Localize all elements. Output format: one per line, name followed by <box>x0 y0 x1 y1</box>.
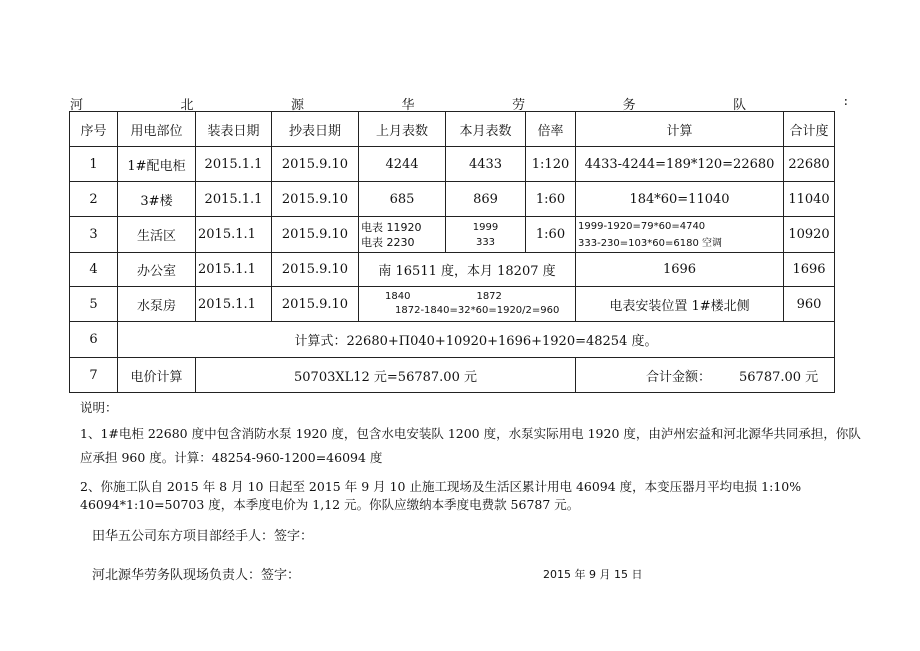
calc-line: 1999-1920=79*60=4740 <box>578 220 706 232</box>
row-ratio: 1:60 <box>526 182 576 217</box>
meter-values <box>359 290 575 304</box>
table-row <box>70 253 835 287</box>
column-header: 用电部位 <box>118 112 196 147</box>
row-location: 3#楼 <box>118 182 196 217</box>
table-row-price <box>70 358 835 393</box>
row-curr-reading <box>446 217 526 253</box>
column-header: 计算 <box>576 112 784 147</box>
column-header: 抄表日期 <box>272 112 359 147</box>
signature-line-2: 河北源华劳务队现场负责人：签字： <box>92 568 301 583</box>
note-1-line-1: 1、1#电柜 22680 度中包含消防水泵 1920 度，包含水电安装队 1200 度，水泵实际用电 1920 度，由泸州宏益和河北源华共同承担，你队 <box>80 426 861 441</box>
row-calc: 184*60=11040 <box>576 182 784 217</box>
row-location: 1#配电柜 <box>118 147 196 182</box>
row-curr-reading: 4433 <box>446 147 526 182</box>
row-ratio: 1:120 <box>526 147 576 182</box>
curr-reading-line: 333 <box>475 236 496 248</box>
row-no: 2 <box>70 182 118 217</box>
header-char: 河 <box>70 98 84 113</box>
column-header: 倍率 <box>526 112 576 147</box>
row-install-date: 2015.1.1 <box>196 182 272 217</box>
sum-value: 56787.00 元 <box>739 369 819 385</box>
document-date: 2015 年 9 月 15 日 <box>543 568 643 581</box>
row-meter-readings: 南 16511 度，本月 18207 度 <box>359 253 576 287</box>
row-location: 生活区 <box>118 217 196 253</box>
header-char: 华 <box>401 98 415 113</box>
row-no: 1 <box>70 147 118 182</box>
row-install-date: 2015.1.1 <box>196 147 272 182</box>
column-header: 序号 <box>70 112 118 147</box>
note-2-line-2: 46094*1:10=50703 度，本季度电价为 1,12 元。你队应缴纳本季度电费款 56787 元。 <box>80 497 580 512</box>
row-calc: 4433-4244=189*120=22680 <box>576 147 784 182</box>
header-char: 劳 <box>512 98 526 113</box>
row-install-date: 2015.1.1 <box>196 287 272 322</box>
row-no: 4 <box>70 253 118 287</box>
row-read-date: 2015.9.10 <box>272 182 359 217</box>
row-prev-reading: 4244 <box>359 147 446 182</box>
prev-reading-line: 电表 2230 <box>361 235 415 249</box>
row-install-date: 2015.1.1 <box>196 217 272 253</box>
header-char: : <box>843 94 848 109</box>
table-row-formula <box>70 322 835 358</box>
notes-title: 说明： <box>80 400 118 415</box>
row-no: 6 <box>70 322 118 358</box>
row-total: 11040 <box>784 182 835 217</box>
row-ratio: 1:60 <box>526 217 576 253</box>
team-header <box>70 94 848 113</box>
table-row <box>70 147 835 182</box>
row-total: 1696 <box>784 253 835 287</box>
row-calc: 电表安装位置 1#楼北侧 <box>576 287 784 322</box>
header-char: 北 <box>180 98 194 113</box>
curr-reading-line: 1999 <box>472 221 499 233</box>
row-calc <box>576 217 784 253</box>
header-char: 源 <box>291 98 305 113</box>
row-read-date: 2015.9.10 <box>272 253 359 287</box>
column-header: 装表日期 <box>196 112 272 147</box>
row-total: 960 <box>784 287 835 322</box>
prev-reading-line: 电表 11920 <box>361 220 422 234</box>
table-row <box>70 182 835 217</box>
header-char: 队 <box>733 98 747 113</box>
row-total: 22680 <box>784 147 835 182</box>
table-row <box>70 217 835 253</box>
note-2-line-1: 2、你施工队自 2015 年 8 月 10 日起至 2015 年 9 月 10 止施工现场及生活区累计用电 46094 度，本变压器月平均电损 1:10% <box>80 479 802 494</box>
note-1-line-2: 应承担 960 度。计算：48254-960-1200=46094 度 <box>80 450 383 465</box>
sum-cell <box>576 358 835 393</box>
row-prev-reading <box>359 217 446 253</box>
calc-line: 333-230=103*60=6180 空调 <box>578 237 722 249</box>
column-header: 合计度 <box>784 112 835 147</box>
row-location: 办公室 <box>118 253 196 287</box>
row-total: 10920 <box>784 217 835 253</box>
row-read-date: 2015.9.10 <box>272 287 359 322</box>
meter-value-b: 1872 <box>476 291 502 302</box>
row-meter-readings <box>359 287 576 322</box>
price-label: 电价计算 <box>118 358 196 393</box>
price-calc: 50703XL12 元=56787.00 元 <box>196 358 576 393</box>
row-read-date: 2015.9.10 <box>272 147 359 182</box>
signature-line-1: 田华五公司东方项目部经手人：签字： <box>92 529 314 544</box>
row-calc: 1696 <box>576 253 784 287</box>
row-curr-reading: 869 <box>446 182 526 217</box>
table-header-row <box>70 112 835 147</box>
row-no: 5 <box>70 287 118 322</box>
column-header: 上月表数 <box>359 112 446 147</box>
meter-calc: 1872-1840=32*60=1920/2=960 <box>395 305 560 316</box>
row-no: 7 <box>70 358 118 393</box>
column-header: 本月表数 <box>446 112 526 147</box>
row-no: 3 <box>70 217 118 253</box>
sum-label: 合计金额： <box>646 369 712 385</box>
row-prev-reading: 685 <box>359 182 446 217</box>
row-location: 水泵房 <box>118 287 196 322</box>
electricity-table <box>69 111 835 393</box>
meter-value-a: 1840 <box>385 291 411 302</box>
formula-cell: 计算式：22680+П040+10920+1696+1920=48254 度。 <box>118 322 835 358</box>
table-row <box>70 287 835 322</box>
row-read-date: 2015.9.10 <box>272 217 359 253</box>
header-char: 务 <box>622 98 636 113</box>
row-install-date: 2015.1.1 <box>196 253 272 287</box>
